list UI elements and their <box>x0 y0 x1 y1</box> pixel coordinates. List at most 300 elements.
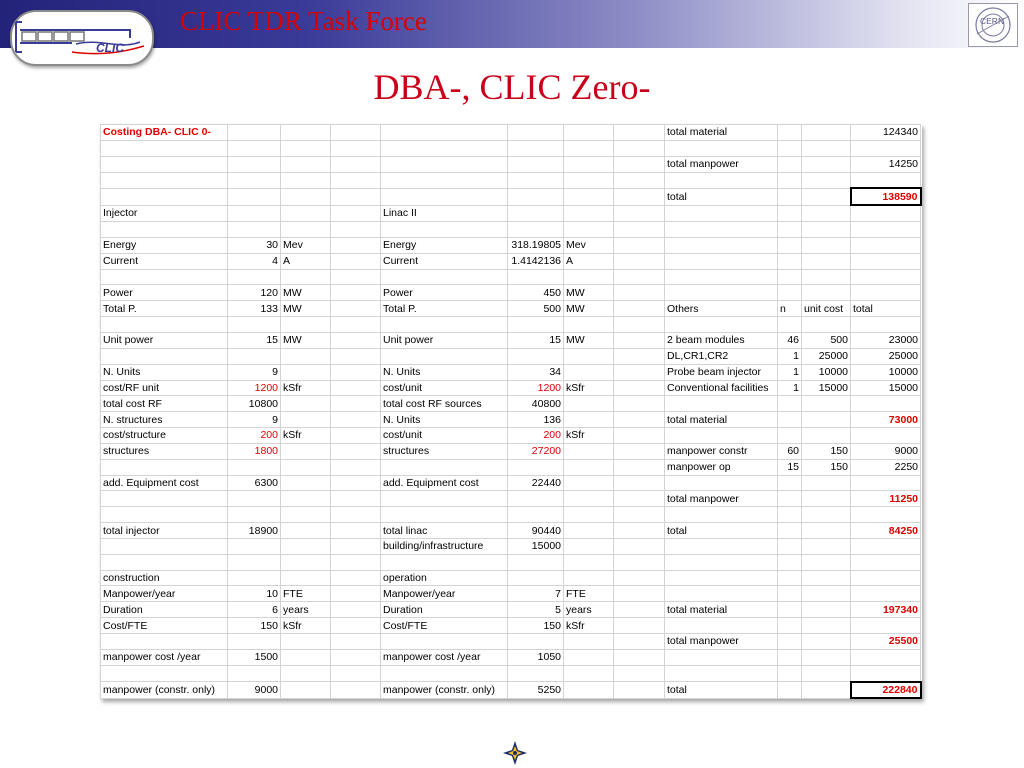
table-cell <box>564 507 614 523</box>
table-cell: kSfr <box>564 618 614 634</box>
table-cell: Cost/FTE <box>381 618 508 634</box>
table-cell <box>331 396 381 412</box>
table-cell <box>802 317 851 333</box>
table-cell: 222840 <box>851 682 921 699</box>
table-cell: total manpower <box>665 491 778 507</box>
table-cell <box>614 443 665 459</box>
table-cell <box>281 649 331 665</box>
table-cell <box>508 348 564 364</box>
table-cell <box>564 269 614 285</box>
table-cell <box>281 172 331 188</box>
table-cell <box>281 538 331 554</box>
table-cell: 1.4142136 <box>508 253 564 269</box>
table-cell <box>614 523 665 539</box>
table-cell: 7 <box>508 586 564 602</box>
table-cell <box>381 317 508 333</box>
table-row <box>101 618 921 634</box>
table-cell: manpower (constr. only) <box>101 682 228 699</box>
table-cell <box>564 156 614 172</box>
table-cell <box>331 317 381 333</box>
table-cell: add. Equipment cost <box>101 475 228 491</box>
table-cell: FTE <box>564 586 614 602</box>
table-cell <box>101 554 228 570</box>
table-cell <box>331 237 381 253</box>
table-row <box>101 269 921 285</box>
table-cell <box>802 172 851 188</box>
table-cell <box>331 491 381 507</box>
table-cell <box>778 285 802 301</box>
table-cell: 15 <box>508 332 564 348</box>
table-cell <box>101 665 228 681</box>
table-cell <box>802 491 851 507</box>
table-cell: Conventional facilities <box>665 380 778 396</box>
table-cell <box>331 554 381 570</box>
table-cell <box>778 586 802 602</box>
table-cell <box>331 222 381 238</box>
table-cell <box>802 222 851 238</box>
table-cell <box>281 269 331 285</box>
table-cell <box>665 428 778 444</box>
table-cell <box>802 665 851 681</box>
table-cell: 150 <box>802 459 851 475</box>
table-cell <box>331 586 381 602</box>
table-cell <box>665 140 778 156</box>
table-cell <box>851 507 921 523</box>
table-cell <box>331 253 381 269</box>
table-cell <box>331 285 381 301</box>
table-cell <box>778 554 802 570</box>
table-row <box>101 570 921 586</box>
table-cell: 84250 <box>851 523 921 539</box>
table-cell <box>802 523 851 539</box>
table-cell <box>614 348 665 364</box>
table-cell <box>228 269 281 285</box>
table-cell: Duration <box>101 602 228 618</box>
table-cell <box>508 188 564 205</box>
table-cell <box>564 364 614 380</box>
table-cell <box>778 125 802 141</box>
table-cell <box>851 618 921 634</box>
table-cell <box>331 538 381 554</box>
table-cell <box>614 301 665 317</box>
table-cell <box>331 364 381 380</box>
table-cell <box>281 475 331 491</box>
table-cell: manpower constr <box>665 443 778 459</box>
table-cell: 15000 <box>851 380 921 396</box>
table-cell <box>228 140 281 156</box>
table-cell <box>564 443 614 459</box>
table-cell: DL,CR1,CR2 <box>665 348 778 364</box>
table-cell <box>331 188 381 205</box>
table-cell <box>564 538 614 554</box>
table-cell <box>101 459 228 475</box>
table-cell <box>381 222 508 238</box>
table-cell <box>802 554 851 570</box>
table-cell <box>564 125 614 141</box>
table-cell <box>614 602 665 618</box>
table-cell: 14250 <box>851 156 921 172</box>
table-row <box>101 125 921 141</box>
table-cell <box>802 285 851 301</box>
table-row <box>101 140 921 156</box>
table-cell: Energy <box>381 237 508 253</box>
table-cell <box>802 125 851 141</box>
table-cell: 200 <box>228 428 281 444</box>
table-cell <box>614 364 665 380</box>
table-cell: 1500 <box>228 649 281 665</box>
table-cell <box>851 428 921 444</box>
table-cell: cost/structure <box>101 428 228 444</box>
table-cell <box>665 475 778 491</box>
table-cell: total manpower <box>665 156 778 172</box>
table-cell <box>101 634 228 650</box>
table-cell <box>331 682 381 699</box>
slide-title: DBA-, CLIC Zero- <box>373 67 651 107</box>
table-cell: Costing DBA- CLIC 0- <box>101 125 228 141</box>
table-cell <box>228 317 281 333</box>
table-cell <box>778 475 802 491</box>
table-cell <box>281 554 331 570</box>
table-cell <box>851 554 921 570</box>
table-cell <box>381 459 508 475</box>
table-cell <box>665 172 778 188</box>
table-cell <box>802 570 851 586</box>
table-cell: Injector <box>101 205 228 221</box>
table-cell <box>228 222 281 238</box>
table-cell: 150 <box>802 443 851 459</box>
table-cell: 46 <box>778 332 802 348</box>
table-cell <box>228 125 281 141</box>
table-cell: Energy <box>101 237 228 253</box>
table-cell <box>228 554 281 570</box>
table-cell <box>564 317 614 333</box>
table-cell: 1800 <box>228 443 281 459</box>
table-cell <box>508 125 564 141</box>
table-cell <box>614 554 665 570</box>
table-cell <box>281 188 331 205</box>
table-cell <box>101 538 228 554</box>
table-cell: MW <box>564 285 614 301</box>
table-cell <box>778 570 802 586</box>
table-cell: Mev <box>281 237 331 253</box>
table-cell <box>331 332 381 348</box>
table-cell: 25000 <box>851 348 921 364</box>
table-cell <box>802 682 851 699</box>
table-cell <box>331 459 381 475</box>
table-cell <box>851 269 921 285</box>
table-row <box>101 443 921 459</box>
table-cell: cost/RF unit <box>101 380 228 396</box>
table-cell: Probe beam injector <box>665 364 778 380</box>
table-row <box>101 554 921 570</box>
table-cell <box>778 634 802 650</box>
table-cell <box>101 491 228 507</box>
table-cell <box>614 682 665 699</box>
table-row <box>101 396 921 412</box>
table-cell: Total P. <box>101 301 228 317</box>
table-cell <box>101 317 228 333</box>
table-cell: 9 <box>228 364 281 380</box>
table-cell <box>331 665 381 681</box>
table-cell: 73000 <box>851 412 921 428</box>
table-cell: kSfr <box>564 380 614 396</box>
table-cell <box>802 396 851 412</box>
table-cell <box>564 634 614 650</box>
table-row <box>101 507 921 523</box>
table-cell <box>614 491 665 507</box>
table-cell <box>665 507 778 523</box>
table-cell: N. Units <box>381 412 508 428</box>
table-cell: 25500 <box>851 634 921 650</box>
table-cell <box>614 269 665 285</box>
table-cell <box>851 205 921 221</box>
table-cell <box>851 665 921 681</box>
table-row <box>101 156 921 172</box>
table-cell <box>331 140 381 156</box>
table-cell <box>381 507 508 523</box>
costing-spreadsheet <box>100 124 922 699</box>
table-cell <box>614 380 665 396</box>
table-row <box>101 634 921 650</box>
table-cell <box>508 205 564 221</box>
table-cell <box>564 412 614 428</box>
table-cell: cost/unit <box>381 428 508 444</box>
header-title: CLIC TDR Task Force <box>180 6 427 36</box>
table-cell <box>778 253 802 269</box>
table-cell <box>101 188 228 205</box>
table-row <box>101 317 921 333</box>
table-cell <box>614 332 665 348</box>
table-cell <box>228 459 281 475</box>
table-cell <box>614 396 665 412</box>
table-cell: Total P. <box>381 301 508 317</box>
table-cell <box>228 665 281 681</box>
table-cell <box>665 237 778 253</box>
table-cell <box>851 396 921 412</box>
table-cell: Manpower/year <box>101 586 228 602</box>
table-cell <box>564 396 614 412</box>
table-row <box>101 649 921 665</box>
table-cell <box>778 538 802 554</box>
table-cell <box>508 459 564 475</box>
table-cell <box>851 222 921 238</box>
table-row <box>101 237 921 253</box>
table-cell: 500 <box>802 332 851 348</box>
table-cell <box>614 665 665 681</box>
table-cell: A <box>564 253 614 269</box>
table-row <box>101 285 921 301</box>
table-cell <box>665 538 778 554</box>
table-cell: structures <box>381 443 508 459</box>
table-cell: A <box>281 253 331 269</box>
table-cell: years <box>564 602 614 618</box>
table-cell <box>331 348 381 364</box>
table-cell <box>281 364 331 380</box>
table-cell: 1200 <box>228 380 281 396</box>
cern-logo-text: CERN <box>980 16 1005 26</box>
table-cell <box>778 205 802 221</box>
table-cell <box>381 348 508 364</box>
table-cell <box>381 554 508 570</box>
table-cell: 30 <box>228 237 281 253</box>
table-cell: 1200 <box>508 380 564 396</box>
table-cell <box>228 172 281 188</box>
table-cell <box>508 634 564 650</box>
table-cell: 124340 <box>851 125 921 141</box>
table-cell <box>564 665 614 681</box>
table-cell: MW <box>281 285 331 301</box>
table-cell: N. Units <box>381 364 508 380</box>
table-cell <box>665 649 778 665</box>
table-cell: 90440 <box>508 523 564 539</box>
table-cell <box>665 554 778 570</box>
table-cell <box>614 428 665 444</box>
table-cell: N. Units <box>101 364 228 380</box>
table-cell: 197340 <box>851 602 921 618</box>
table-cell <box>331 634 381 650</box>
table-cell: 22440 <box>508 475 564 491</box>
table-cell <box>614 317 665 333</box>
table-cell: operation <box>381 570 508 586</box>
table-cell <box>281 459 331 475</box>
table-cell: 40800 <box>508 396 564 412</box>
table-cell: total material <box>665 602 778 618</box>
table-cell <box>564 491 614 507</box>
table-cell: Power <box>101 285 228 301</box>
table-cell <box>614 222 665 238</box>
table-cell <box>614 412 665 428</box>
table-cell: 1 <box>778 364 802 380</box>
table-cell <box>778 682 802 699</box>
table-cell <box>614 459 665 475</box>
table-cell: 500 <box>508 301 564 317</box>
table-cell: 150 <box>228 618 281 634</box>
table-cell: 133 <box>228 301 281 317</box>
table-cell: 15 <box>778 459 802 475</box>
table-cell: 34 <box>508 364 564 380</box>
clic-logo <box>10 10 154 66</box>
table-cell <box>281 507 331 523</box>
table-cell: 10 <box>228 586 281 602</box>
table-cell <box>381 156 508 172</box>
table-cell <box>281 570 331 586</box>
table-cell: 200 <box>508 428 564 444</box>
table-cell: Cost/FTE <box>101 618 228 634</box>
table-cell <box>101 222 228 238</box>
table-cell <box>778 665 802 681</box>
table-cell: kSfr <box>281 380 331 396</box>
table-cell <box>778 649 802 665</box>
table-cell <box>228 570 281 586</box>
table-cell: Current <box>381 253 508 269</box>
table-cell <box>778 237 802 253</box>
table-cell <box>802 538 851 554</box>
table-cell <box>778 491 802 507</box>
table-cell: 18900 <box>228 523 281 539</box>
table-cell <box>614 156 665 172</box>
table-cell: total cost RF <box>101 396 228 412</box>
table-cell: Duration <box>381 602 508 618</box>
table-cell: 15 <box>228 332 281 348</box>
table-cell: manpower op <box>665 459 778 475</box>
table-cell <box>851 570 921 586</box>
table-row <box>101 682 921 699</box>
table-row <box>101 364 921 380</box>
table-row <box>101 172 921 188</box>
table-cell: Linac II <box>381 205 508 221</box>
table-cell <box>101 172 228 188</box>
table-cell <box>281 396 331 412</box>
table-cell <box>564 140 614 156</box>
table-row <box>101 253 921 269</box>
table-cell <box>101 140 228 156</box>
table-cell <box>665 269 778 285</box>
table-cell <box>564 348 614 364</box>
table-cell <box>778 172 802 188</box>
table-cell <box>281 348 331 364</box>
table-cell <box>381 634 508 650</box>
table-cell <box>331 602 381 618</box>
table-cell <box>281 140 331 156</box>
table-cell <box>281 491 331 507</box>
table-cell <box>228 156 281 172</box>
table-cell: 10000 <box>802 364 851 380</box>
table-cell <box>331 172 381 188</box>
table-cell <box>614 285 665 301</box>
table-cell <box>851 285 921 301</box>
table-cell: MW <box>564 301 614 317</box>
table-row <box>101 380 921 396</box>
table-cell <box>778 602 802 618</box>
table-cell <box>564 222 614 238</box>
table-row <box>101 428 921 444</box>
table-cell <box>281 523 331 539</box>
table-cell <box>851 237 921 253</box>
table-cell <box>802 634 851 650</box>
table-cell <box>778 140 802 156</box>
table-cell <box>778 317 802 333</box>
table-cell <box>802 237 851 253</box>
table-cell <box>381 665 508 681</box>
table-cell: 138590 <box>851 188 921 205</box>
table-cell: Power <box>381 285 508 301</box>
table-cell: 4 <box>228 253 281 269</box>
cern-logo <box>968 3 1018 47</box>
table-cell <box>508 317 564 333</box>
table-cell <box>331 649 381 665</box>
table-cell <box>508 570 564 586</box>
table-cell: 15000 <box>508 538 564 554</box>
table-cell: 10000 <box>851 364 921 380</box>
table-cell: 15000 <box>802 380 851 396</box>
table-cell <box>614 172 665 188</box>
table-cell: 23000 <box>851 332 921 348</box>
table-cell <box>614 618 665 634</box>
table-cell: Current <box>101 253 228 269</box>
table-cell <box>508 222 564 238</box>
table-cell: add. Equipment cost <box>381 475 508 491</box>
table-cell <box>281 634 331 650</box>
table-cell: 9000 <box>851 443 921 459</box>
table-cell: kSfr <box>564 428 614 444</box>
table-cell: 120 <box>228 285 281 301</box>
table-cell <box>508 269 564 285</box>
table-row <box>101 538 921 554</box>
table-cell <box>614 586 665 602</box>
table-cell <box>778 523 802 539</box>
table-cell: building/infrastructure <box>381 538 508 554</box>
table-cell: 9000 <box>228 682 281 699</box>
